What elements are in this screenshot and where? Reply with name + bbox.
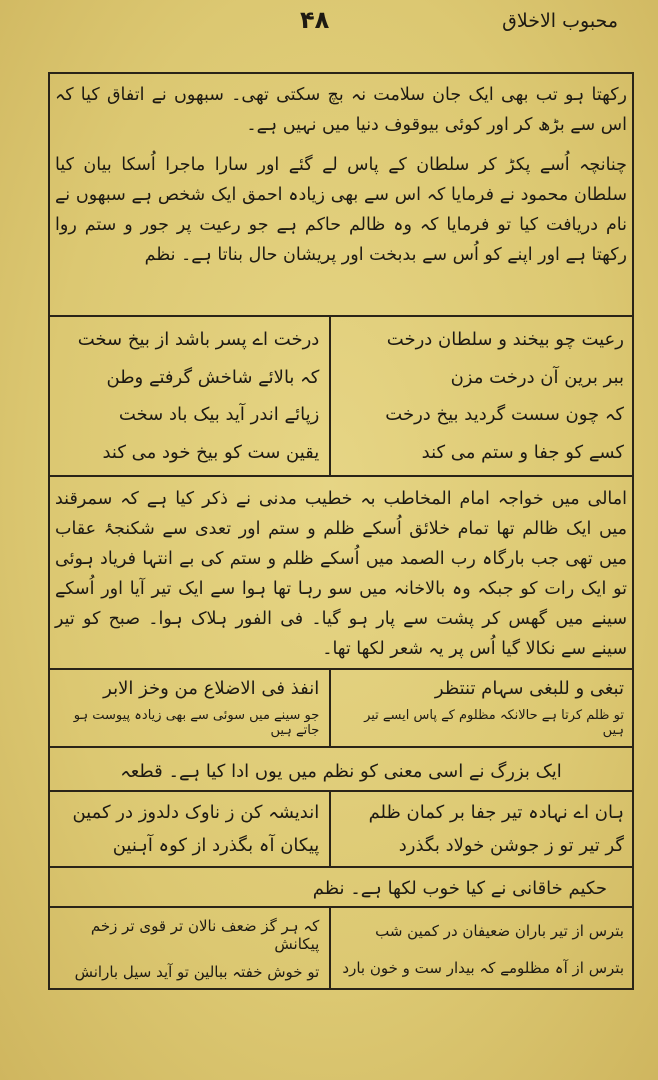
poem1-left-verse: درخت اے پسر باشد از بیخ سخت xyxy=(77,329,320,351)
poem-table-2 xyxy=(48,668,634,748)
poem4-left-verse: کہ ہر گز ضعف نالان تر قوی تر زخم پیکانش xyxy=(90,917,320,953)
poem4-right-column xyxy=(329,908,634,990)
poem1-right-column xyxy=(329,317,634,475)
poem2-left-translation: جو سینے میں سوئی سے بھی زیادہ پیوست ہو جاتے ہیں xyxy=(73,707,320,738)
poem1-left-verse: کہ بالائے شاخش گرفتے وطن xyxy=(106,366,320,388)
poem2-right-verse: تبغی و للبغی سہام تنتظر xyxy=(434,678,624,700)
poem3-right-column xyxy=(329,792,634,866)
poem-table-4 xyxy=(48,906,634,990)
poem1-right-verse: کہ چون سست گردید بیخ درخت xyxy=(385,404,624,426)
poem2-left-verse: انفذ فی الاضلاع من وخز الابر xyxy=(103,678,320,700)
poem1-left-column xyxy=(48,317,329,475)
paragraph-2: چنانچہ اُسے پکڑ کر سلطان کے پاس لے گئے اور سارا ماجرا اُسکا بیان کیا سلطان محمود نے فرمایا کہ اس سے بھی زیادہ احمق ایک شخص ہے سبھوں نے نام دریافت کیا تو فرمایا کہ وہ ظالم حاکم ہے جو رعیت پر جور و ستم روا رکھتا ہے اور اپنے کو اُس سے بدبخت اور پریشان حال بناتا ہے۔ نظم xyxy=(55,155,627,265)
poem4-left-column xyxy=(48,908,329,990)
poem2-right-column xyxy=(329,670,634,746)
poem4-right-verse: بترس از آہ مظلومے کہ بیدار ست و خون بارد xyxy=(342,958,624,977)
running-header-title: محبوب الاخلاق xyxy=(502,10,618,32)
poem3-left-verse: پیکان آہ بگذرد از کوہ آہنین xyxy=(112,835,320,856)
poem1-left-verse: زپائے اندر آید بیک باد سخت xyxy=(118,404,320,426)
poem4-left-verse: تو خوش خفتہ ببالین تو آید سیل بارانش xyxy=(74,963,320,981)
poem2-right-translation: تو ظلم کرتا ہے حالانکہ مظلوم کے پاس ایسے تیر ہیں xyxy=(364,707,624,738)
khaqani-intro-line: حکیم خاقانی نے کیا خوب لکھا ہے۔ نظم xyxy=(312,878,607,899)
paragraph-1: رکھتا ہو تب بھی ایک جان سلامت نہ بچ سکتی تھی۔ سبھوں نے اتفاق کیا کہ اس سے بڑھ کر اور کوئی بیوقوف دنیا میں نہیں ہے۔ xyxy=(55,85,627,135)
page-number: ۴۸ xyxy=(300,6,330,34)
poem1-right-verse: رعیت چو بیخند و سلطان درخت xyxy=(386,329,624,351)
poem3-left-column xyxy=(48,792,329,866)
poem-table-1 xyxy=(48,315,634,477)
paragraph-3: امالی میں خواجہ امام المخاطب بہ خطیب مدنی نے ذکر کیا ہے کہ سمرقند میں ایک ظالم تھا تمام خلائق اُسکے ظلم و ستم اور تعدی سے شکنجۂ عقاب میں تھی جب بارگاہ رب الصمد میں اُسکے ظلم و ستم کی بے انتہا فریاد ہوئی تو ایک رات کو جبکہ وہ بالاخانہ میں سو رہا تھا ہوا سے ایک تیر آیا اور اُسکے سینے میں گھس کر پشت سے پار ہو گیا۔ فی الفور ہلاک ہوا۔ صبح کو تیر سینے سے نکالا گیا اُس پر یہ شعر لکھا تھا۔ xyxy=(55,489,627,659)
poem1-right-verse: ببر برین آن درخت مزن xyxy=(450,366,624,388)
poem1-right-verse: کسے کو جفا و ستم می کند xyxy=(421,441,624,463)
poem-table-3 xyxy=(48,790,634,868)
poem3-right-verse: ہان اے نہادہ تیر جفا بر کمان ظلم xyxy=(368,802,624,823)
poem2-left-column xyxy=(48,670,329,746)
poem1-left-verse: یقین ست کو بیخ خود می کند xyxy=(102,441,320,463)
qita-intro-line: ایک بزرگ نے اسی معنی کو نظم میں یوں ادا کیا ہے۔ قطعہ xyxy=(120,761,562,782)
poem4-right-verse: بترس از تیر باران ضعیفان در کمین شب xyxy=(375,921,624,940)
poem3-right-verse: گر تیر تو ز جوشن خولاد بگذرد xyxy=(398,835,624,856)
poem3-left-verse: اندیشہ کن ز ناوک دلدوز در کمین xyxy=(72,802,320,823)
